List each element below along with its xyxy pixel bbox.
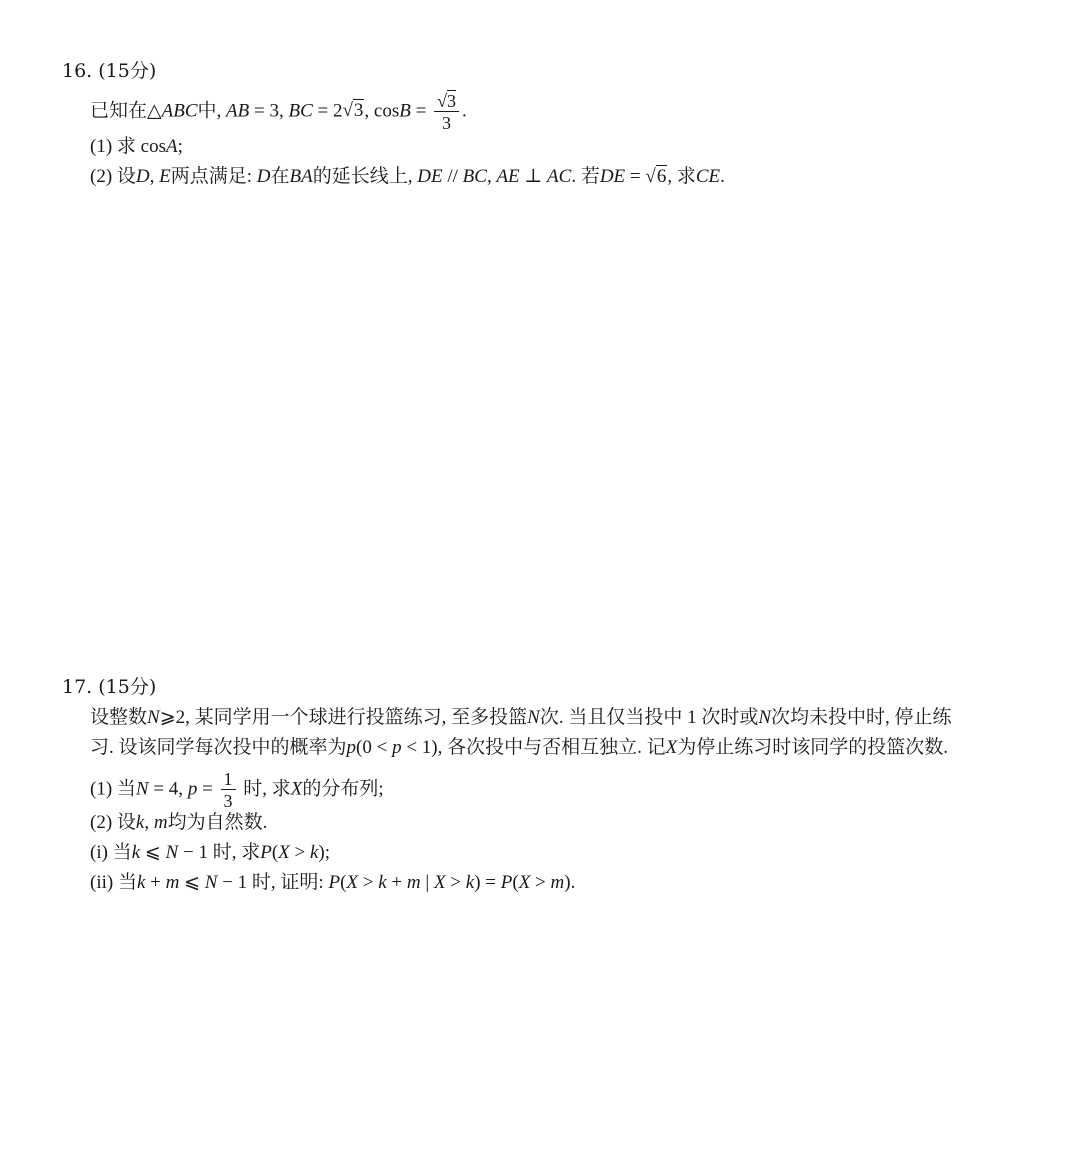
problem-17-header: 17. (15分)	[62, 676, 157, 698]
problem-17-question-2: (2) 设k, m均为自然数.	[90, 812, 268, 833]
sqrt-6: √6	[645, 166, 667, 187]
problem-17-question-2-i: (i) 当k ⩽ N − 1 时, 求P(X > k);	[90, 842, 331, 863]
sqrt-3: √3	[342, 100, 364, 122]
problem-17-stem-line-1: 设整数N⩾2, 某同学用一个球进行投篮练习, 至多投篮N次. 当且仅当投中 1 次时或N次均未投中时, 停止练	[90, 707, 952, 728]
problem-16-question-1: (1) 求 cosA;	[90, 136, 183, 157]
problem-17-question-1: (1) 当N = 4, p = $\frac{1}{3}$ 时, 求X的分布列;	[90, 769, 384, 811]
problem-16-question-2: (2) 设D, E两点满足: D在BA的延长线上, DE // BC, AE ⊥ AC. 若DE = √6, 求CE.	[90, 162, 725, 192]
fraction-sqrt3-over-3: $\frac{√3}{3}$	[434, 92, 459, 132]
problem-16-stem: 已知在△ABC中, AB = 3, BC = 2√3, cosB = $\frac{√3}{3}$ .	[90, 91, 467, 133]
problem-17-stem-line-2: 习. 设该同学每次投中的概率为p(0 < p < 1), 各次投中与否相互独立. 记X为停止练习时该同学的投篮次数.	[90, 737, 948, 758]
problem-17-question-2-ii: (ii) 当k + m ⩽ N − 1 时, 证明: P(X > k + m | X > k) = P(X > m).	[90, 872, 576, 893]
problem-16-header: 16. (15分)	[62, 60, 157, 82]
fraction-1-over-3: $\frac{1}{3}$	[221, 770, 236, 810]
